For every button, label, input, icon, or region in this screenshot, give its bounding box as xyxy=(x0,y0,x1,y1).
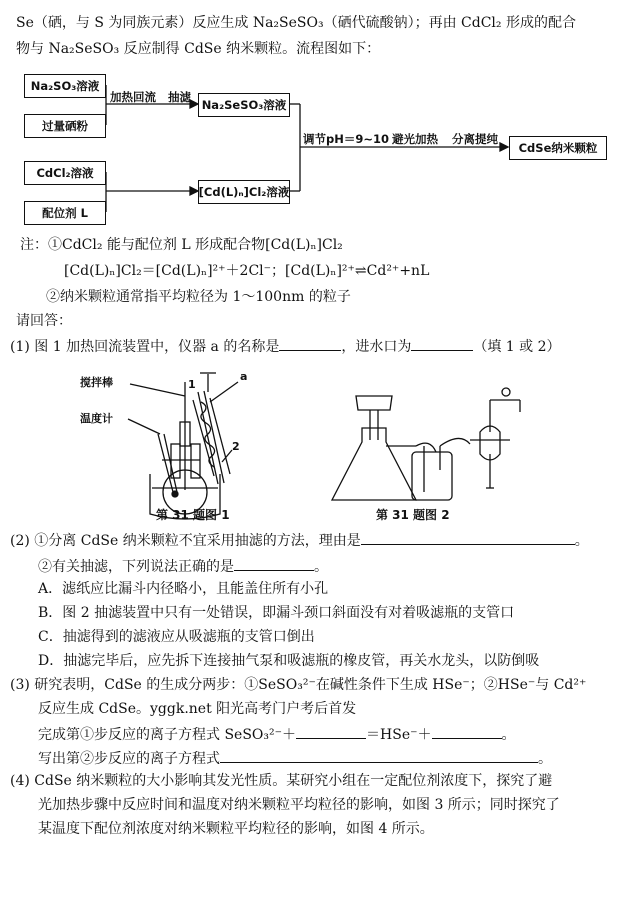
figure-1-label-a: a xyxy=(240,370,248,383)
intro-line-1: Se（硒，与 S 为同族元素）反应生成 Na₂SeSO₃（硒代硫酸钠）；再由 CdCl₂ 形成的配合 xyxy=(16,15,576,31)
q3-blank-reactant[interactable] xyxy=(296,724,366,739)
figure-2 xyxy=(320,380,540,524)
note-1-equation: [Cd(L)ₙ]Cl₂＝[Cd(L)ₙ]²⁺＋2Cl⁻；[Cd(L)ₙ]²⁺⇌Cd²⁺+nL xyxy=(64,263,430,279)
q2-period-2: 。 xyxy=(314,559,328,575)
intro-line-2: 物与 Na₂SeSO₃ 反应制得 CdSe 纳米颗粒。流程图如下： xyxy=(16,41,381,57)
q3-step1-product: ＝HSe⁻＋ xyxy=(366,727,432,743)
flow-label-dark-heating: 避光加热 xyxy=(392,132,438,146)
flow-box-na2so3: Na₂SO₃溶液 xyxy=(24,74,106,98)
flow-label-ph: 调节pH＝9~10 xyxy=(303,132,389,146)
question-3-line-3 xyxy=(38,724,516,744)
q3-period: 。 xyxy=(501,727,516,743)
flow-box-cdcl2: CdCl₂溶液 xyxy=(24,161,106,185)
flow-box-ligand: 配位剂 L xyxy=(24,201,106,225)
flow-label-reflux: 加热回流 xyxy=(110,90,156,104)
q2-correct-text: ②有关抽滤，下列说法正确的是 xyxy=(38,559,234,575)
figure-1-label-2: 2 xyxy=(232,440,240,453)
q1-text-b: ，进水口为 xyxy=(341,339,412,355)
q2-blank-reason[interactable] xyxy=(361,530,575,545)
question-3-line-4 xyxy=(38,748,552,768)
figure-1 xyxy=(80,364,270,524)
question-3-line-2: 反应生成 CdSe。yggk.net 阳光高考门户考后首发 xyxy=(38,701,357,717)
q2-option-b: B．图 2 抽滤装置中只有一处错误，即漏斗颈口斜面没有对着吸滤瓶的支管口 xyxy=(38,605,515,621)
q2-period: 。 xyxy=(574,533,589,549)
question-4-line-1: (4) CdSe 纳米颗粒的大小影响其发光性质。某研究小组在一定配位剂浓度下，探究了避 xyxy=(10,773,553,789)
q3-period-2: 。 xyxy=(538,751,552,767)
flow-box-complex: [Cd(L)ₙ]Cl₂溶液 xyxy=(198,180,290,204)
question-1 xyxy=(10,336,561,356)
q2-reason-text: (2) ①分离 CdSe 纳米颗粒不宜采用抽滤的方法，理由是 xyxy=(10,533,361,549)
note-2: ②纳米颗粒通常指平均粒径为 1～100nm 的粒子 xyxy=(46,289,351,305)
flow-box-product: CdSe纳米颗粒 xyxy=(509,136,607,160)
question-2-line-1 xyxy=(10,530,589,550)
q2-option-a: A．滤纸应比漏斗内径略小，且能盖住所有小孔 xyxy=(38,581,329,597)
flow-label-separation: 分离提纯 xyxy=(452,132,498,146)
q1-text-a: (1) 图 1 加热回流装置中，仪器 a 的名称是 xyxy=(10,339,280,355)
q3-step1-text: 完成第①步反应的离子方程式 SeSO₃²⁻＋ xyxy=(38,727,297,743)
q3-blank-product[interactable] xyxy=(432,724,502,739)
figure-1-label-1: 1 xyxy=(188,378,196,391)
note-1: 注：①CdCl₂ 能与配位剂 L 形成配合物[Cd(L)ₙ]Cl₂ xyxy=(20,237,343,253)
q1-text-c: （填 1 或 2） xyxy=(473,339,561,355)
question-2-line-2 xyxy=(38,556,328,576)
question-4-line-3: 某温度下配位剂浓度对纳米颗粒平均粒径的影响，如图 4 所示。 xyxy=(38,821,434,837)
question-4-line-2: 光加热步骤中反应时间和温度对纳米颗粒平均粒径的影响，如图 3 所示；同时探究了 xyxy=(38,797,560,813)
flow-box-na2seso3: Na₂SeSO₃溶液 xyxy=(198,93,290,117)
q1-blank-instrument[interactable] xyxy=(279,336,341,351)
figure-1-thermometer-label: 温度计 xyxy=(80,412,113,425)
flow-label-filter: 抽滤 xyxy=(168,90,191,104)
flow-chart xyxy=(0,0,631,230)
flow-box-selenium: 过量硒粉 xyxy=(24,114,106,138)
figure-2-caption: 第 31 题图 2 xyxy=(376,508,450,522)
q2-blank-choice[interactable] xyxy=(234,556,314,571)
figure-1-caption: 第 31 题图 1 xyxy=(156,508,230,522)
q1-blank-inlet[interactable] xyxy=(411,336,473,351)
q2-option-d: D．抽滤完毕后，应先拆下连接抽气泵和吸滤瓶的橡皮管，再关水龙头，以防倒吸 xyxy=(38,653,540,669)
figure-1-stirrer-label: 搅拌棒 xyxy=(80,376,113,389)
question-3-line-1: (3) 研究表明，CdSe 的生成分两步：①SeSO₃²⁻在碱性条件下生成 HSe⁻；②HSe⁻与 Cd²⁺ xyxy=(10,677,587,693)
q3-step2-text: 写出第②步反应的离子方程式 xyxy=(38,751,220,767)
please-answer: 请回答： xyxy=(16,313,72,329)
q2-option-c: C．抽滤得到的滤液应从吸滤瓶的支管口倒出 xyxy=(38,629,315,645)
suction-filtration-drawing xyxy=(320,380,540,524)
q3-blank-equation[interactable] xyxy=(220,748,538,763)
